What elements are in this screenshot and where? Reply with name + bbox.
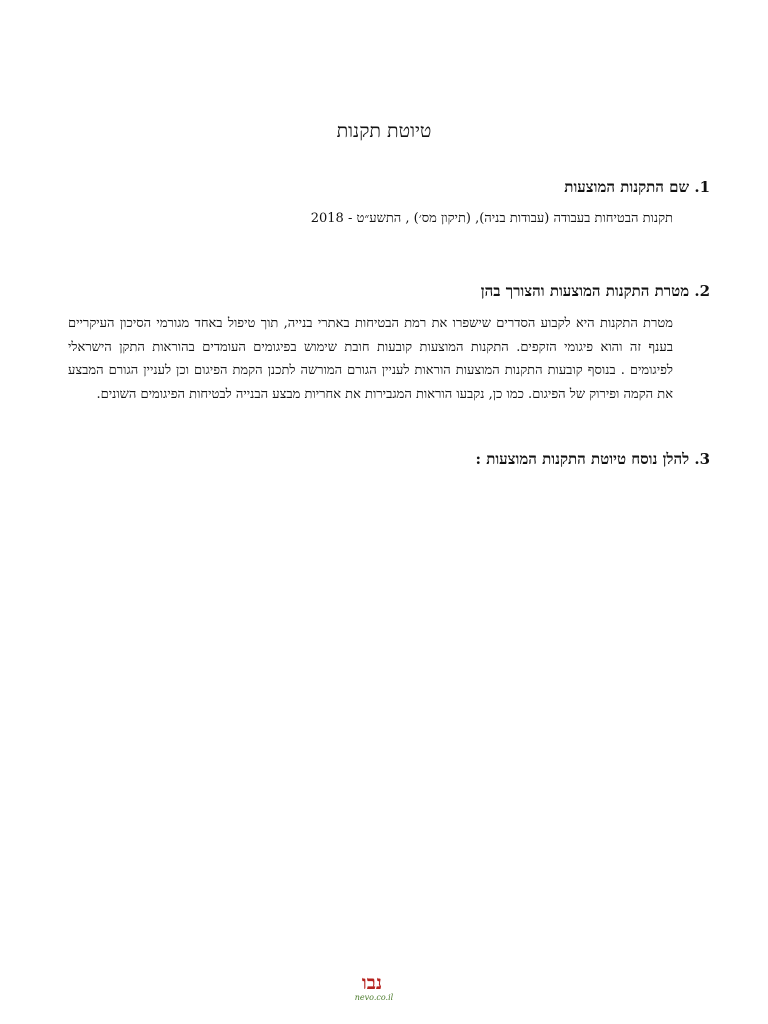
section-2-number: 2. [694, 282, 710, 300]
section-3-title: להלן נוסח טיוטת התקנות המוצעות : [475, 450, 690, 468]
nevo-logo-subtext: nevo.co.il [354, 993, 394, 1002]
section-2-title: מטרת התקנות המוצעות והצורך בהן [480, 282, 690, 300]
nevo-logo-text: נבו [361, 972, 383, 994]
nevo-logo-graphic [336, 972, 408, 1002]
section-1-body: תקנות הבטיחות בעבודה (עבודות בניה), (תיקון מס׳) , התשע״ט - 2018 [310, 211, 673, 226]
section-1-title: שם התקנות המוצעות [564, 178, 690, 196]
nevo-logo [336, 972, 408, 1002]
section-3-heading [475, 450, 710, 469]
section-1-heading [564, 178, 710, 197]
section-2-heading [481, 282, 710, 301]
page-title: טיוטת תקנות [336, 120, 432, 142]
section-1-number: 1. [694, 178, 710, 196]
section-2-body: מטרת התקנות היא לקבוע הסדרים שישפרו את רמת הבטיחות באתרי בנייה, תוך טיפול באחד מגורמי הסיכון העיקריים בענף זה והוא פיגומי הזקפים. התקנות המוצעות קובעות חובת שימוש בפיגומים העומדים בהוראות התקן הישראלי לפיגומים . בנוסף קובעות התקנות המוצעות הוראות לעניין הגורם המורשה לתכנן הקמת הפיגום וכן לעניין הגורם המבצע את הקמה ופירוק של הפיגום. כמו כן, נקבעו הוראות המגבירות את אחריות מבצע הבנייה לבטיחות הפיגומים השונים. [68, 316, 673, 402]
section-3-number: 3. [694, 450, 710, 468]
